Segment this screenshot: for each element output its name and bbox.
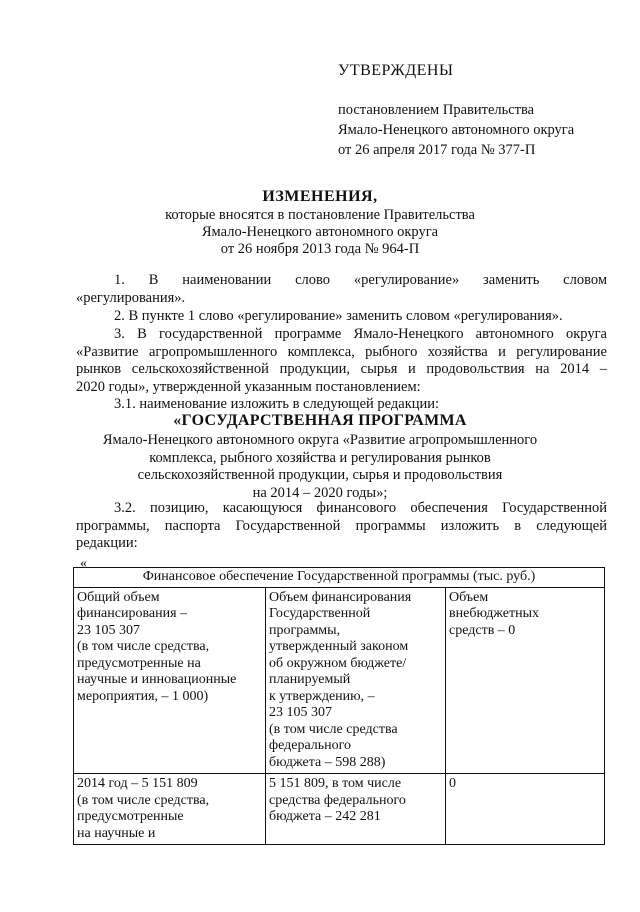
table-cell: [266, 587, 446, 774]
table-cell: [446, 774, 605, 845]
table-header-cell: Финансовое обеспечение Государственной программы (тыс. руб.): [74, 568, 605, 588]
cell-line: (в том числе средства,: [77, 639, 210, 654]
cell-line: федерального: [269, 738, 352, 753]
approval-line: от 26 апреля 2017 года № 377-П: [338, 142, 536, 158]
cell-line: на научные и: [77, 825, 156, 841]
program-line: Ямало-Ненецкого автономного округа «Развитие агропромышленного: [102, 432, 538, 448]
approval-title: УТВЕРЖДЕНЫ: [338, 62, 454, 79]
cell-line: (в том числе средства,: [77, 792, 210, 808]
cell-line: утвержденный законом: [269, 639, 409, 654]
cell-line: бюджета – 598 288): [269, 754, 386, 770]
document-title: ИЗМЕНЕНИЯ,: [262, 188, 378, 205]
cell-line: мероприятия, – 1 000): [77, 688, 209, 704]
cell-line: Объем финансирования: [269, 589, 412, 605]
paragraph-line: «Развитие агропромышленного комплекса, рыбного хозяйства и регулирование: [76, 343, 607, 360]
cell-line: 23 105 307: [77, 622, 140, 638]
program-line: на 2014 – 2020 годы»;: [252, 484, 388, 501]
paragraph-line: 2020 годы», утвержденной указанным постановлением:: [76, 378, 421, 395]
cell-line: Общий объем: [77, 589, 160, 605]
approval-line: Ямало-Ненецкого автономного округа: [338, 122, 575, 138]
program-title: «ГОСУДАРСТВЕННАЯ ПРОГРАММА: [173, 412, 467, 429]
table-cell: [74, 587, 266, 774]
cell-line: Объем: [449, 589, 489, 605]
approval-block: [338, 100, 574, 160]
cell-line: Государственной: [269, 606, 371, 621]
cell-line: внебюджетных: [449, 606, 540, 621]
cell-line: бюджета – 242 281: [269, 809, 381, 824]
subtitle-line: от 26 ноября 2013 года № 964-П: [220, 241, 420, 257]
cell-line: 2014 год – 5 151 809: [77, 776, 198, 791]
table-header-row: [74, 568, 605, 588]
paragraph-line: 3.2. позицию, касающуюся финансового обеспечения Государственной: [114, 500, 607, 516]
financing-table: [73, 567, 605, 845]
subtitle-line: Ямало-Ненецкого автономного округа: [201, 224, 439, 240]
paragraph-3-2: [76, 500, 607, 553]
paragraph-line: редакции:: [76, 535, 138, 551]
approval-line: постановлением Правительства: [338, 102, 535, 118]
program-line: комплекса, рыбного хозяйства и регулирования рынков: [149, 449, 491, 466]
cell-line: 0: [449, 776, 456, 791]
cell-line: средства федерального: [269, 792, 406, 808]
cell-line: 5 151 809, в том числе: [269, 776, 402, 791]
cell-line: программы,: [269, 622, 341, 638]
table-cell: [266, 774, 446, 845]
program-subtitle: [0, 432, 640, 502]
paragraph-line: 1. В наименовании слово «регулирование» заменить словом: [114, 272, 607, 288]
paragraph-line: 3. В государственной программе Ямало-Ненецкого автономного округа: [114, 326, 607, 342]
paragraph-line: 3.1. наименование изложить в следующей редакции:: [114, 396, 440, 412]
document-subtitle: [0, 207, 640, 258]
paragraph-line: рынков сельскохозяйственной продукции, сырья и продовольствия на 2014 –: [76, 361, 607, 377]
cell-line: (в том числе средства: [269, 721, 398, 737]
cell-line: научные и инновационные: [77, 672, 237, 687]
cell-line: предусмотренные: [77, 809, 184, 824]
cell-line: об окружном бюджете/: [269, 655, 407, 671]
cell-line: к утверждению, –: [269, 688, 375, 704]
cell-line: 23 105 307: [269, 705, 332, 720]
paragraph-line: 2. В пункте 1 слово «регулирование» заменить словом «регулирования».: [114, 308, 563, 324]
opening-quote: «: [80, 556, 87, 571]
subtitle-line: которые вносятся в постановление Правительства: [165, 207, 475, 223]
cell-line: средств – 0: [449, 622, 516, 638]
paragraph-line: программы, паспорта Государственной программы изложить в следующей: [76, 517, 607, 534]
paragraph-line: «регулирования».: [76, 289, 186, 306]
table-row: [74, 774, 605, 845]
cell-line: финансирования –: [77, 606, 188, 621]
table-cell: [74, 774, 266, 845]
paragraph-3: [76, 326, 607, 396]
table-cell: [446, 587, 605, 774]
paragraph-3-1: [76, 396, 607, 414]
paragraph-2: [76, 308, 607, 326]
paragraph-1: [76, 272, 607, 307]
cell-line: предусмотренные на: [77, 655, 201, 671]
program-line: сельскохозяйственной продукции, сырья и продовольствия: [137, 467, 503, 483]
table-row: [74, 587, 605, 774]
cell-line: планируемый: [269, 672, 351, 687]
